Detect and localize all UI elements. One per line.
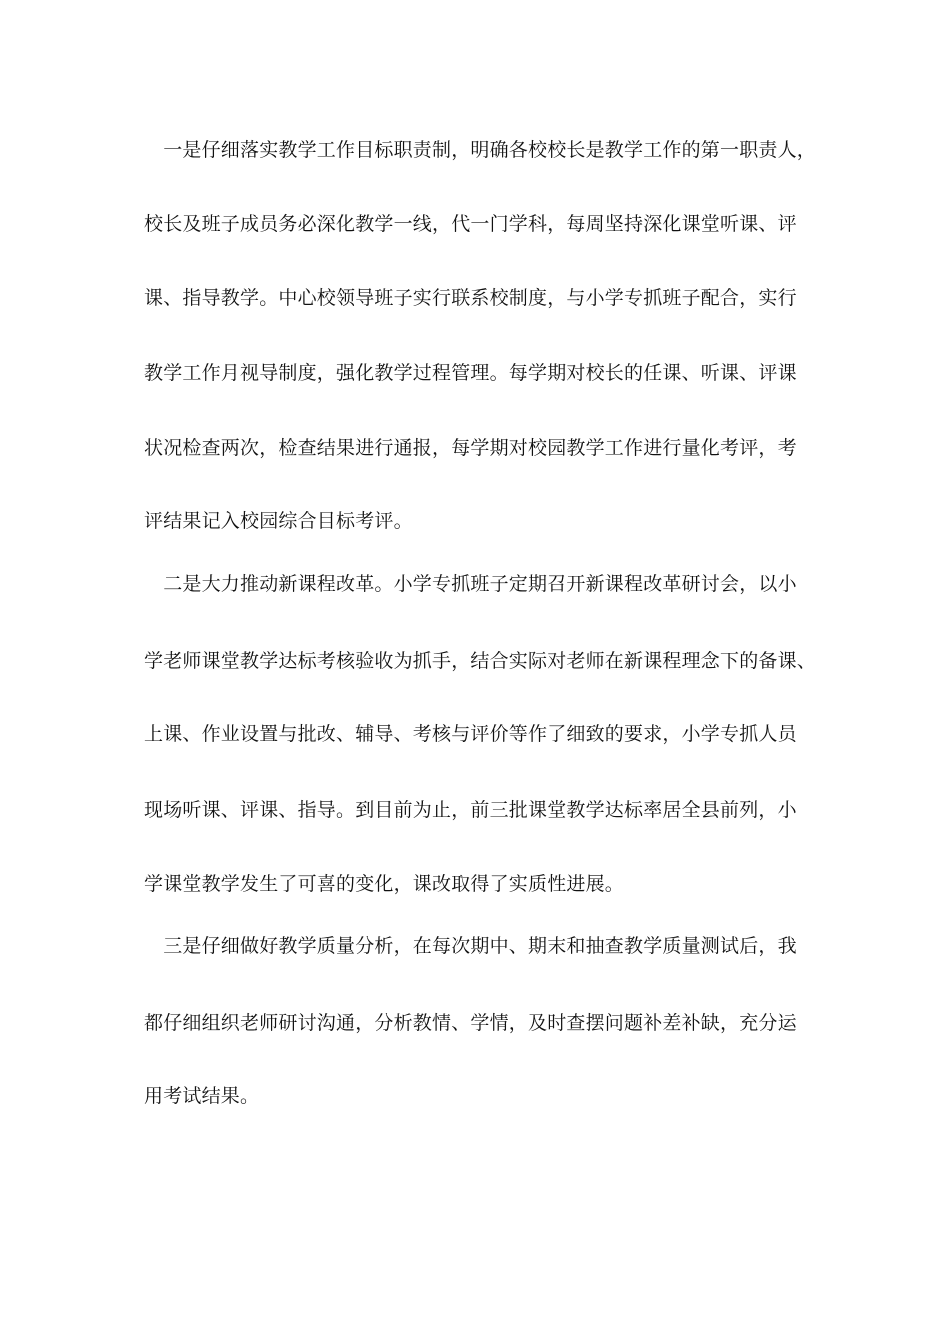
paragraph-2-line-1: 二是大力推动新课程改革。小学专抓班子定期召开新课程改革研讨会，以小 (144, 573, 797, 595)
paragraph-2-line-3: 上课、作业设置与批改、辅导、考核与评价等作了细致的要求，小学专抓人员 (144, 723, 797, 745)
paragraph-2-line-2: 学老师课堂教学达标考核验收为抓手，结合实际对老师在新课程理念下的备课、 (144, 650, 817, 672)
paragraph-1-line-1: 一是仔细落实教学工作目标职责制，明确各校校长是教学工作的第一职责人， (144, 139, 817, 161)
paragraph-2-line-5: 学课堂教学发生了可喜的变化，课改取得了实质性进展。 (144, 873, 625, 895)
paragraph-1-line-2: 校长及班子成员务必深化教学一线，代一门学科，每周坚持深化课堂听课、评 (144, 213, 797, 235)
paragraph-2-line-4: 现场听课、评课、指导。到目前为止，前三批课堂教学达标率居全县前列，小 (144, 799, 797, 821)
paragraph-1-line-4: 教学工作月视导制度，强化教学过程管理。每学期对校长的任课、听课、评课 (144, 362, 797, 384)
paragraph-3-line-1: 三是仔细做好教学质量分析，在每次期中、期末和抽查教学质量测试后，我 (144, 935, 797, 957)
paragraph-1-line-6: 评结果记入校园综合目标考评。 (144, 510, 413, 532)
paragraph-3-line-2: 都仔细组织老师研讨沟通，分析教情、学情，及时查摆问题补差补缺，充分运 (144, 1012, 797, 1034)
paragraph-3-line-3: 用考试结果。 (144, 1085, 260, 1107)
paragraph-1-line-3: 课、指导教学。中心校领导班子实行联系校制度，与小学专抓班子配合，实行 (144, 287, 797, 309)
paragraph-1-line-5: 状况检查两次，检查结果进行通报，每学期对校园教学工作进行量化考评，考 (144, 437, 797, 459)
